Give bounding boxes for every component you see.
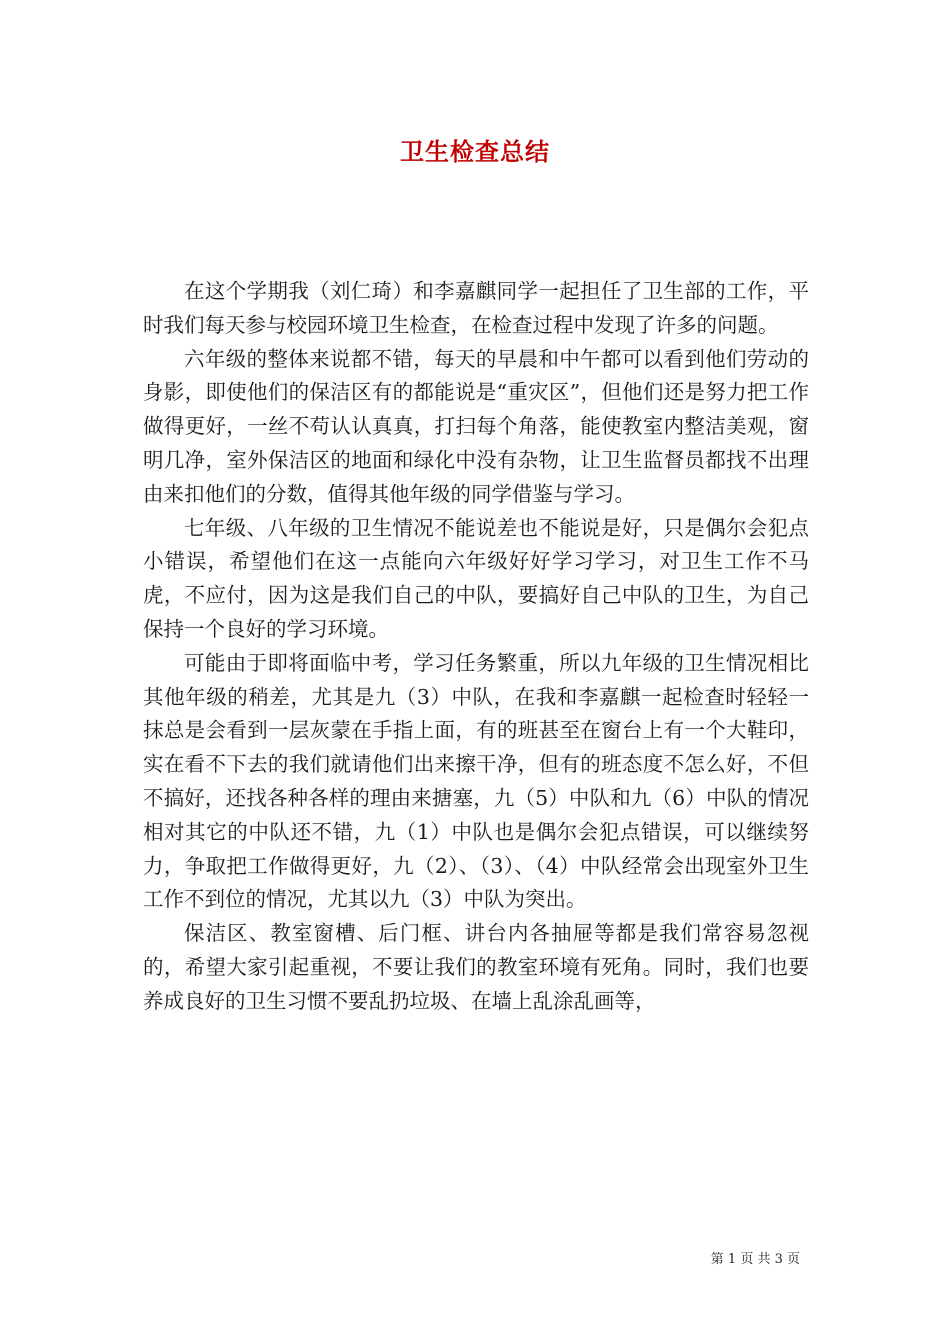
document-title: 卫生检查总结 [400,137,550,166]
paragraph-2: 六年级的整体来说都不错，每天的早晨和中午都可以看到他们劳动的身影，即使他们的保洁区有的都能说是“重灾区”，但他们还是努力把工作做得更好，一丝不苟认认真真，打扫每个角落，能使教室内整洁美观，窗明几净，室外保洁区的地面和绿化中没有杂物，让卫生监督员都找不出理由来扣他们的分数，值得其他年级的同学借鉴与学习。 [143,346,809,506]
paragraph-1: 在这个学期我（刘仁琦）和李嘉麒同学一起担任了卫生部的工作，平时我们每天参与校园环境卫生检查，在检查过程中发现了许多的问题。 [143,279,809,337]
paragraph-5: 保洁区、教室窗槽、后门框、讲台内各抽屉等都是我们常容易忽视的，希望大家引起重视，不要让我们的教室环境有死角。同时，我们也要养成良好的卫生习惯不要乱扔垃圾、在墙上乱涂乱画等， [143,921,809,1013]
page-number-footer: 第 1 页 共 3 页 [710,1252,800,1267]
document-body [143,275,809,1019]
paragraph-3: 七年级、八年级的卫生情况不能说差也不能说是好，只是偶尔会犯点小错误，希望他们在这一点能向六年级好好学习学习，对卫生工作不马虎，不应付，因为这是我们自己的中队，要搞好自己中队的卫生，为自己保持一个良好的学习环境。 [143,515,809,641]
paragraph-4: 可能由于即将面临中考，学习任务繁重，所以九年级的卫生情况相比其他年级的稍差，尤其是九（3）中队，在我和李嘉麒一起检查时轻轻一抹总是会看到一层灰蒙在手指上面，有的班甚至在窗台上有一个大鞋印，实在看不下去的我们就请他们出来擦干净，但有的班态度不怎么好，不但不搞好，还找各种各样的理由来搪塞，九（5）中队和九（6）中队的情况相对其它的中队还不错，九（1）中队也是偶尔会犯点错误，可以继续努力，争取把工作做得更好，九（2）、（3）、（4）中队经常会出现室外卫生工作不到位的情况，尤其以九（3）中队为突出。 [143,650,809,912]
